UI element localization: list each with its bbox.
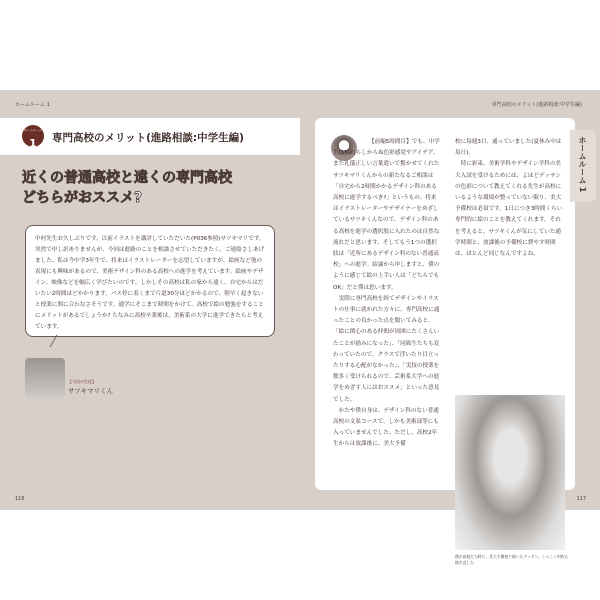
chapter-tab: ホームルーム 1 — [570, 130, 596, 202]
book-spread — [0, 90, 600, 565]
headline-line-2: どちらがおススメ? — [22, 190, 143, 206]
avatar-label: 【今回の生徒】 — [68, 379, 96, 384]
plaster-bust-drawing — [455, 395, 565, 550]
page-number-left: 116 — [15, 496, 25, 502]
photo-caption: 僕が高校生当時に、美大予備校で描いたデッサン。しつこく何枚も描き直した — [455, 554, 569, 565]
column-1-text: 【前編5時間目】でも、中学生(15歳)らしからぬ色彩感覚やアイデア、また礼儀正しい言葉遣いで驚かせてくれたサツキマリくんからの新たなるご相談は「自宅から2時間かかるデザイン科のある高校に進学するべき?」というもの。将来はイラストレーターやデザイナーをめざしているサツキくんなので、デザイン科のある高校を進学の選択肢に入れたのは自然な流れだと思います。そしてもう1つの選択肢は「近所にあるデザイン科のない普通高校」への進学。結論から申しますと、僕のように感じて絵の上手い人は「どちらでもOK」だと僕は思います。 実際に専門高校を経てデザインやイラストの仕事に就かれた方々に、専門高校に通ったことの良かった点を聞いてみると、「絵に関心のある仲間が周囲にたくさんいたことが励みになった」、「同級生たちも変わっていたので、クラスで浮いたり目立ったりする心配がなかった」、「実技の授業を数多く受けられるので、芸術系大学への進学をめざす人にはおススメ」といった意見でした。 かたや僕自身は、デザイン科のない普通高校の文系コースで、しかも美術部等にも入っていませんでした。ただし、高校2年生からは放課後に、美大予備 — [333, 139, 440, 448]
page-number-right: 117 — [576, 496, 586, 502]
running-head-left: ホームルーム 1 — [15, 102, 50, 108]
headline — [22, 168, 292, 208]
student-avatar — [25, 358, 65, 398]
answer-column-1 — [333, 137, 441, 451]
running-head-right: 専門高校のメリット(進路相談:中学生編) — [491, 102, 582, 108]
letter-speech-bubble: 中村先生お久しぶりです。以前イラストを講評していただいた(P036参照)サツキマリです。突然で申し訳ありませんが、今回は進路のことを相談させていただきたく、ご連絡さしあげました。私は今中学3年生で、将来はイラストレーターを志望していますが、絵画など他の表現にも興味があるので、美術デザイン科のある高校への進学を考えています。絵画やデザイン、映像などを幅広く学びたいのです。しかしその高校は私の家から遠く、自宅からはだいたい2時間ほどかかります。バス停に着くまで片道30分ほどかかるので、朝早く起きないと授業に間に合わなさそうです。通学にそこまで時間をかけて、高校で絵の勉強をすることにメリットがあるでしょうか? ちなみに高校卒業後は、美術系の大学に進学できたらと考えています。 — [25, 225, 275, 337]
section-title: 専門高校のメリット(進路相談:中学生編) — [52, 132, 244, 144]
headline-line-1: 近くの普通高校と遠くの専門高校 — [22, 170, 232, 186]
avatar-name: サツキマリくん — [68, 387, 114, 395]
badge-label: ホームルーム — [23, 128, 42, 132]
badge-number: 1 — [29, 137, 37, 150]
section-band — [0, 118, 300, 155]
answer-column-2: 校に毎週3日、通っていました(夏休み中は毎日)。 特に彩束、美術学科やデザイン学科の美大入試を受けるためには、よほどデッサンの色彩について教えてくれる先生が高校にいるような環境が整っていない限り、美大予備校は必須です。1日につき3時間くらい専門的に絵のことを教えてくれます。それを考えると、サツキくんが気にしていた通学時間と、放課後の予備校に費やす時間は、ほとんど同じなんですよね。 — [455, 139, 563, 258]
section-badge — [22, 125, 44, 150]
